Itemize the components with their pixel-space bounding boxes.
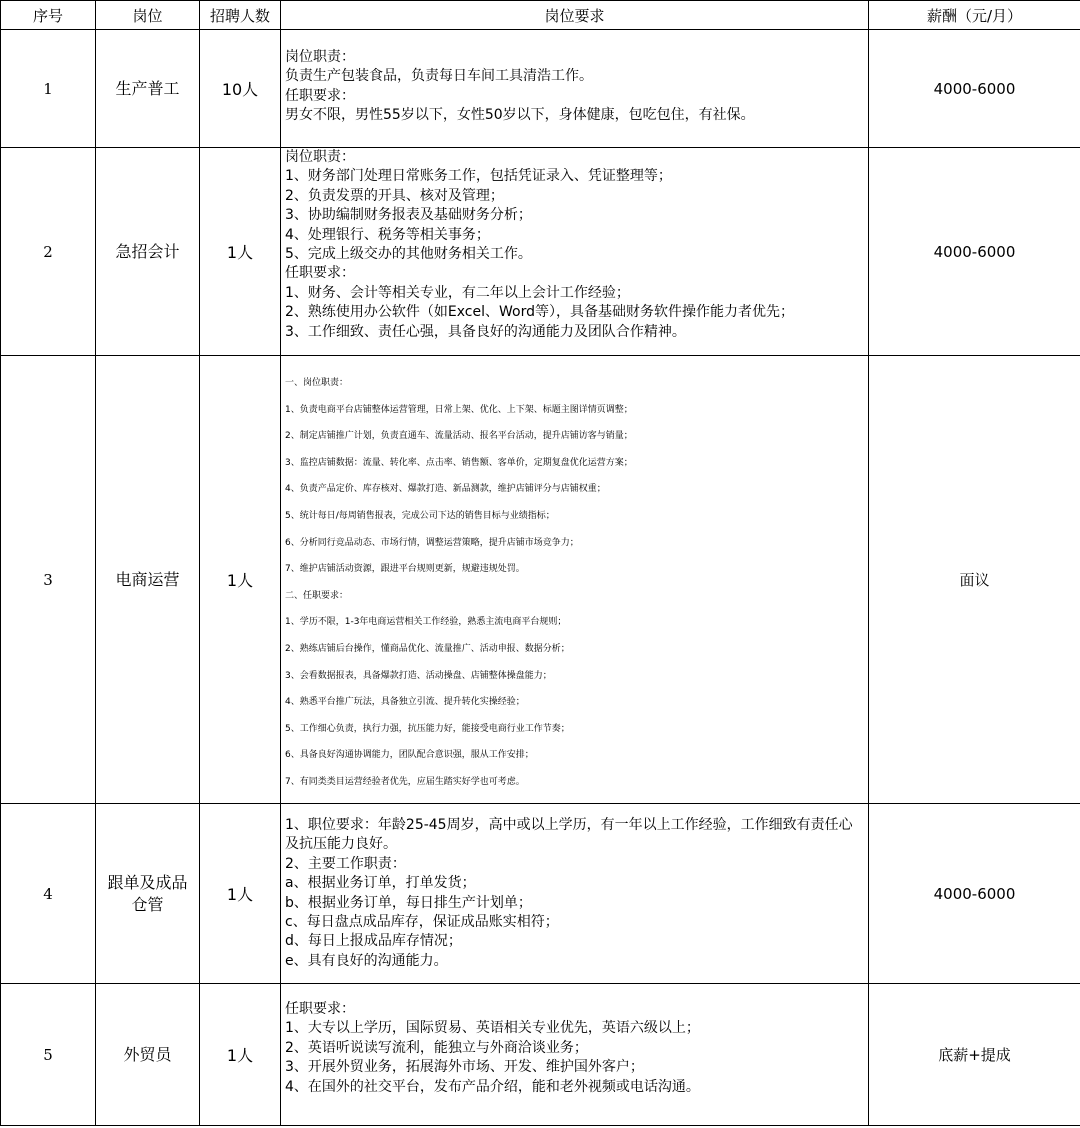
row-requirements (281, 148, 869, 356)
requirement-line: 4、处理银行、税务等相关事务； (285, 226, 490, 243)
requirement-line: 3、工作细致、责任心强，具备良好的沟通能力及团队合作精神。 (285, 323, 686, 340)
table-row (1, 356, 1080, 804)
row-requirements (281, 356, 869, 804)
requirement-line: 1、财务部门处理日常账务工作，包括凭证录入、凭证整理等； (285, 168, 672, 185)
row-position: 电商运营 (96, 356, 200, 804)
requirement-line: 7、维护店铺活动资源，跟进平台规则更新，规避违规处罚。 (285, 564, 525, 575)
requirement-line: 3、监控店铺数据：流量、转化率、点击率、销售额、客单价，定期复盘优化运营方案； (285, 457, 633, 468)
requirement-line: 1、大专以上学历，国际贸易、英语相关专业优先，英语六级以上； (285, 1020, 700, 1037)
row-salary: 4000-6000 (869, 804, 1080, 984)
header-position: 岗位 (96, 1, 200, 30)
requirement-line: b、根据业务订单，每日排生产计划单； (285, 894, 532, 911)
row-index: 2 (1, 148, 96, 356)
requirement-line: 1、财务、会计等相关专业，有二年以上会计工作经验； (285, 284, 630, 301)
row-position: 生产普工 (96, 30, 200, 148)
requirement-line: d、每日上报成品库存情况； (285, 933, 462, 950)
requirement-line: a、根据业务订单，打单发货； (285, 875, 476, 892)
row-index: 1 (1, 30, 96, 148)
row-salary: 4000-6000 (869, 30, 1080, 148)
requirement-line: 6、分析同行竞品动态、市场行情，调整运营策略，提升店铺市场竞争力； (285, 537, 579, 548)
row-requirements (281, 804, 869, 984)
requirement-line: 2、制定店铺推广计划，负责直通车、流量活动、报名平台活动，提升店铺访客与销量； (285, 431, 633, 442)
requirement-line: 3、开展外贸业务，拓展海外市场、开发、维护国外客户； (285, 1059, 644, 1076)
header-count: 招聘人数 (200, 1, 281, 30)
requirement-line: 3、协助编制财务报表及基础财务分析； (285, 207, 532, 224)
requirement-line: 二、任职要求： (285, 590, 349, 601)
requirement-line: 5、完成上级交办的其他财务相关工作。 (285, 246, 532, 263)
row-count: 1人 (200, 984, 281, 1126)
requirement-line: 2、熟练使用办公软件（如Excel、Word等），具备基础财务软件操作能力者优先； (285, 304, 794, 321)
row-count: 1人 (200, 804, 281, 984)
row-requirements (281, 984, 869, 1126)
row-count: 1人 (200, 148, 281, 356)
requirement-line: 1、职位要求：年龄25-45周岁，高中或以上学历，有一年以上工作经验，工作细致有责任心及抗压能力良好。 (285, 816, 853, 853)
row-count: 10人 (200, 30, 281, 148)
row-index: 4 (1, 804, 96, 984)
requirement-line: 5、工作细心负责，执行力强，抗压能力好，能接受电商行业工作节奏； (285, 723, 570, 734)
requirement-line: 4、熟悉平台推广玩法，具备独立引流、提升转化实操经验； (285, 697, 525, 708)
requirement-line: c、每日盘点成品库存，保证成品账实相符； (285, 913, 559, 930)
row-position: 跟单及成品仓管 (96, 804, 200, 984)
requirement-line: 男女不限，男性55岁以下，女性50岁以下，身体健康，包吃包住，有社保。 (285, 107, 755, 124)
requirement-line: 2、熟练店铺后台操作，懂商品优化、流量推广、活动申报、数据分析； (285, 643, 570, 654)
header-salary: 薪酬（元/月） (869, 1, 1080, 30)
requirement-line: 1、负责电商平台店铺整体运营管理，日常上架、优化、上下架、标题主图详情页调整； (285, 404, 633, 415)
table-row (1, 30, 1080, 148)
row-requirements (281, 30, 869, 148)
requirement-line: 4、负责产品定价、库存核对、爆款打造、新品测款，维护店铺评分与店铺权重； (285, 484, 606, 495)
requirement-line: e、具有良好的沟通能力。 (285, 952, 448, 969)
row-index: 5 (1, 984, 96, 1126)
row-position: 急招会计 (96, 148, 200, 356)
header-requirements: 岗位要求 (281, 1, 869, 30)
requirement-line: 1、学历不限，1-3年电商运营相关工作经验，熟悉主流电商平台规则； (285, 617, 567, 628)
requirement-line: 2、主要工作职责： (285, 855, 406, 872)
table-row (1, 148, 1080, 356)
requirement-line: 2、负责发票的开具、核对及管理； (285, 187, 504, 204)
requirement-line: 2、英语听说读写流利，能独立与外商洽谈业务； (285, 1039, 588, 1056)
requirement-line: 7、有同类类目运营经验者优先，应届生踏实好学也可考虑。 (285, 776, 525, 787)
row-salary: 底薪+提成 (869, 984, 1080, 1126)
header-index: 序号 (1, 1, 96, 30)
row-index: 3 (1, 356, 96, 804)
requirement-line: 负责生产包装食品，负责每日车间工具清浩工作。 (285, 68, 593, 85)
requirement-line: 4、在国外的社交平台，发布产品介绍，能和老外视频或电话沟通。 (285, 1078, 700, 1095)
header-row (1, 1, 1080, 30)
requirement-line: 任职要求： (285, 87, 355, 104)
requirement-line: 6、具备良好沟通协调能力，团队配合意识强，服从工作安排； (285, 750, 534, 761)
row-salary: 4000-6000 (869, 148, 1080, 356)
requirement-line: 任职要求： (285, 1001, 355, 1017)
requirement-line: 岗位职责： (285, 149, 355, 165)
row-position: 外贸员 (96, 984, 200, 1126)
row-count: 1人 (200, 356, 281, 804)
table-row (1, 984, 1080, 1126)
row-salary: 面议 (869, 356, 1080, 804)
table-row (1, 804, 1080, 984)
requirement-line: 3、会看数据报表，具备爆款打造、活动操盘、店铺整体操盘能力； (285, 670, 552, 681)
requirement-line: 任职要求： (285, 265, 355, 282)
requirement-line: 岗位职责： (285, 49, 355, 65)
requirement-line: 5、统计每日/每周销售报表，完成公司下达的销售目标与业绩指标； (285, 510, 555, 521)
requirement-line: 一、岗位职责： (285, 378, 349, 388)
